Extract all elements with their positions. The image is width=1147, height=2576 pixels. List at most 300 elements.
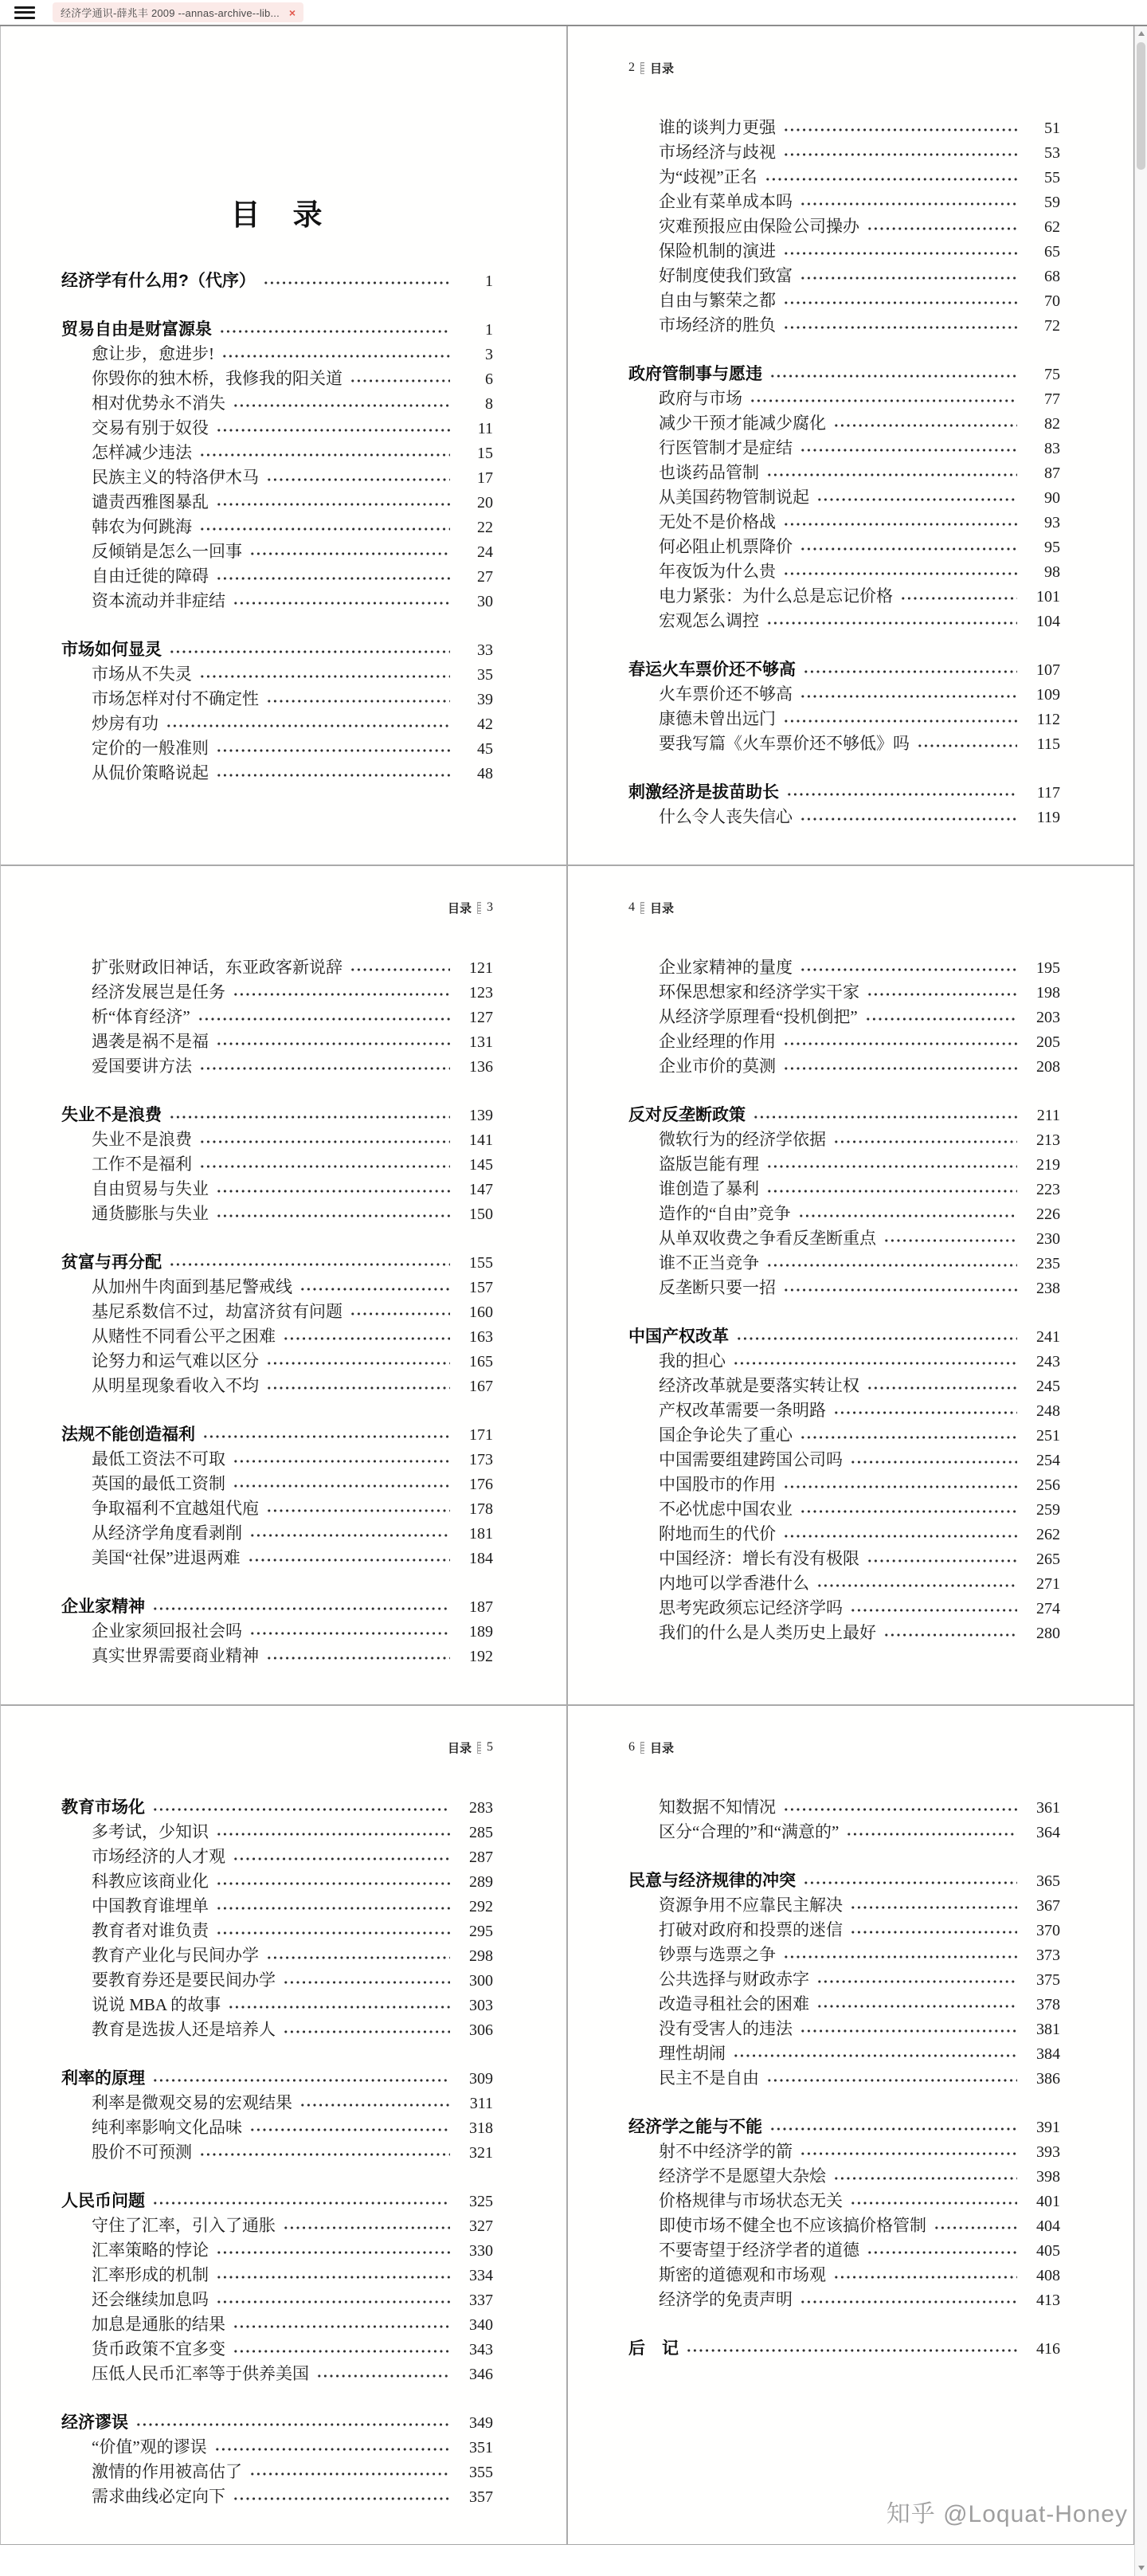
- toc-entry-title: 附地而生的代价: [659, 1524, 776, 1543]
- toc-entry: [61, 2460, 493, 2484]
- toc-entry: [61, 2213, 493, 2238]
- dot-leader: [151, 2189, 450, 2213]
- dot-leader: [248, 539, 450, 564]
- toc-entry: [628, 1472, 1060, 1497]
- toc-entry: [628, 1571, 1060, 1596]
- toc-entry-page: 20: [477, 494, 493, 512]
- dot-leader: [785, 780, 1017, 805]
- toc-entry: [61, 1795, 493, 1820]
- toc-entry-page: 1: [485, 321, 493, 339]
- toc-entry-page: 265: [1036, 1551, 1060, 1568]
- dot-leader: [248, 2115, 450, 2140]
- toc-entry-title: 经济改革就是要落实转让权: [659, 1376, 859, 1395]
- toc-entry: [628, 2288, 1060, 2312]
- vertical-scrollbar[interactable]: [1134, 26, 1147, 2576]
- dot-leader: [231, 391, 450, 416]
- toc-entry-page: 219: [1036, 1156, 1060, 1174]
- toc-entry-page: 327: [469, 2217, 493, 2235]
- toc-entry-title: 还会继续加息吗: [92, 2290, 209, 2309]
- toc-entry: [61, 1845, 493, 1869]
- toc-entry-page: 381: [1036, 2021, 1060, 2038]
- toc-entry-page: 123: [469, 984, 493, 1002]
- header-label: 目录: [447, 1741, 472, 1755]
- toc-entry-title: 政府与市场: [659, 389, 742, 408]
- dot-leader: [298, 2091, 450, 2115]
- toc-entry-title: 从加州牛肉面到基尼警戒线: [92, 1277, 292, 1296]
- toc-entry-title: 思考宪政须忘记经济学吗: [659, 1598, 843, 1617]
- toc-entry: [61, 712, 493, 736]
- header-divider-icon: [477, 902, 481, 914]
- toc-entry-title: 纯利率影响文化品味: [92, 2118, 242, 2137]
- toc-entry-title: 企业家精神: [61, 1598, 145, 1616]
- toc-entry-title: 利率是微观交易的宏观结果: [92, 2093, 292, 2112]
- toc-entry-page: 375: [1036, 1971, 1060, 1989]
- dot-leader: [298, 1275, 450, 1300]
- toc-entry: [61, 441, 493, 465]
- header-divider-icon: [640, 62, 644, 74]
- dot-leader: [231, 2312, 450, 2337]
- scroll-down-icon[interactable]: [1135, 2561, 1147, 2574]
- toc-entry-page: 107: [1036, 661, 1060, 679]
- toc-entry-page: 321: [469, 2144, 493, 2162]
- toc-entry-page: 181: [469, 1525, 493, 1543]
- dot-leader: [798, 535, 1017, 559]
- toc-entry: [628, 1029, 1060, 1054]
- toc-entry-page: 70: [1044, 292, 1060, 310]
- toc-entry: [628, 1374, 1060, 1398]
- toc-entry-page: 337: [469, 2292, 493, 2309]
- dot-leader: [281, 1324, 450, 1349]
- toc-entry-title: 政府管制事与愿违: [628, 365, 762, 383]
- toc-entry: [61, 1103, 493, 1127]
- dot-leader: [798, 682, 1017, 707]
- toc-entry-page: 83: [1044, 440, 1060, 457]
- toc-entry-page: 24: [477, 543, 493, 561]
- toc-entry: [628, 140, 1060, 165]
- toc-entry: [61, 1005, 493, 1029]
- toc-entry-page: 119: [1036, 809, 1060, 826]
- toc-entry-title: 贸易自由是财富源泉: [61, 320, 212, 339]
- dot-leader: [281, 1968, 450, 1993]
- dot-leader: [848, 1448, 1017, 1472]
- dot-leader: [214, 416, 450, 441]
- header-label: 目录: [650, 61, 675, 76]
- toc-entry-page: 256: [1036, 1476, 1060, 1494]
- toc-entry-title: 人民币问题: [61, 2192, 145, 2210]
- toc-entry: [628, 1547, 1060, 1571]
- toc-entry-title: 基尼系数信不过，劫富济贫有问题: [92, 1302, 343, 1321]
- dot-leader: [865, 214, 1017, 239]
- toc-entry-page: 274: [1036, 1600, 1060, 1617]
- dot-leader: [768, 362, 1017, 386]
- toc-entry-page: 72: [1044, 317, 1060, 335]
- header-page-number: 4: [628, 900, 635, 914]
- toc-entry: [628, 1943, 1060, 1967]
- toc-entry-page: 131: [469, 1033, 493, 1051]
- dot-leader: [151, 2066, 450, 2091]
- dot-leader: [781, 313, 1017, 338]
- toc-entry-title: 后 记: [628, 2339, 679, 2358]
- toc-entry-title: 市场经济的人才观: [92, 1847, 225, 1866]
- toc-entry-title: 打破对政府和投票的迷信: [659, 1920, 843, 1939]
- toc-entry-title: 失业不是浪费: [61, 1106, 162, 1124]
- toc-entry-title: 析“体育经济”: [92, 1007, 190, 1026]
- toc-entry-title: 理性胡闹: [659, 2044, 726, 2063]
- toc-entry-page: 391: [1036, 2119, 1060, 2136]
- toc-entry: [628, 1202, 1060, 1226]
- pages-grid: [0, 26, 1134, 2545]
- toc-entry: [628, 1918, 1060, 1943]
- header-label: 目录: [447, 901, 472, 916]
- toc-entry: [628, 264, 1060, 288]
- toc-entry-title: “价值”观的谬误: [92, 2437, 207, 2456]
- dot-leader: [801, 1868, 1017, 1893]
- toc-entry-title: 行医管制才是症结: [659, 438, 793, 457]
- toc-entry-page: 55: [1044, 169, 1060, 186]
- toc-entry-page: 30: [477, 593, 493, 610]
- toc-entry: [61, 1029, 493, 1054]
- toc-entry: [61, 2484, 493, 2509]
- toc-entry-title: 企业市价的莫测: [659, 1057, 776, 1076]
- toc-entry-title: 谁不正当竞争: [659, 1253, 759, 1272]
- toc-entry: [628, 288, 1060, 313]
- toc-entry-title: 微软行为的经济学依据: [659, 1130, 826, 1149]
- toc-entry-title: 反倾销是怎么一回事: [92, 542, 242, 561]
- toc-entry-page: 367: [1036, 1897, 1060, 1915]
- toc-entry-page: 101: [1036, 588, 1060, 606]
- dot-leader: [214, 490, 450, 515]
- toc-entry: [628, 1054, 1060, 1079]
- toc-entry-title: 经济学的免责声明: [659, 2290, 793, 2309]
- toc-entry-page: 147: [469, 1181, 493, 1198]
- toc-entry-title: 春运火车票价还不够高: [628, 661, 796, 679]
- toc-entry-title: 钞票与选票之争: [659, 1945, 776, 1964]
- dot-leader: [214, 1177, 450, 1202]
- toc-entry-title: 从侃价策略说起: [92, 763, 209, 782]
- dot-leader: [264, 1374, 450, 1398]
- toc-entry: [628, 1349, 1060, 1374]
- dot-leader: [848, 2189, 1017, 2213]
- toc-entry-title: 刺激经济是拔苗助长: [628, 783, 779, 802]
- hamburger-menu-icon[interactable]: [14, 6, 35, 19]
- toc-entry-title: 汇率形成的机制: [92, 2265, 209, 2284]
- toc-entry: [628, 510, 1060, 535]
- toc-entry-title: 市场从不失灵: [92, 665, 192, 684]
- toc-entry-title: 工作不是福利: [92, 1155, 192, 1174]
- toc-entry-title: 资本流动并非症结: [92, 591, 225, 610]
- toc-entry: [61, 589, 493, 614]
- toc-entry-title: 反对反垄断政策: [628, 1106, 746, 1124]
- toc-entry-title: 教育市场化: [61, 1798, 145, 1817]
- toc-entry-title: 自由迁徙的障碍: [92, 567, 209, 586]
- toc-page-6: [568, 1706, 1133, 2544]
- dot-leader: [214, 1202, 450, 1226]
- dot-leader: [865, 980, 1017, 1005]
- toc-entry: [628, 1324, 1060, 1349]
- toc-entry: [628, 535, 1060, 559]
- dot-leader: [264, 1349, 450, 1374]
- toc-entry-title: 公共选择与财政赤字: [659, 1970, 809, 1989]
- toc-entry-page: 3: [485, 346, 493, 363]
- dot-leader: [226, 1993, 450, 2017]
- toc-entry-page: 343: [469, 2341, 493, 2358]
- dot-leader: [220, 342, 450, 367]
- toc-entry-title: 斯密的道德观和市场观: [659, 2265, 826, 2284]
- toc-entry: [61, 1447, 493, 1472]
- dot-leader: [765, 1251, 1017, 1276]
- dot-leader: [781, 707, 1017, 731]
- toc-entry-title: 从单双收费之争看反垄断重点: [659, 1229, 876, 1248]
- toc-entry: [628, 731, 1060, 756]
- toc-entry-page: 230: [1036, 1230, 1060, 1248]
- toc-entry-page: 300: [469, 1972, 493, 1990]
- toc-entry-title: 无处不是价格战: [659, 512, 776, 531]
- dot-leader: [932, 2213, 1017, 2238]
- toc-entry-page: 309: [469, 2070, 493, 2088]
- toc-entry-title: 何必阻止机票降价: [659, 537, 793, 556]
- watermark: 知乎 @Loquat-Honey: [886, 2501, 1128, 2527]
- toc-entry: [628, 1893, 1060, 1918]
- toc-entry: [628, 1152, 1060, 1177]
- page-header: [61, 1739, 493, 1755]
- toc-entry-page: 205: [1036, 1033, 1060, 1051]
- toc-entry: [628, 2041, 1060, 2066]
- toc-entry-title: 失业不是浪费: [92, 1130, 192, 1149]
- toc-entry-title: 法规不能创造福利: [61, 1425, 195, 1444]
- dot-leader: [214, 1820, 450, 1845]
- toc-entry-title: 要教育券还是要民间办学: [92, 1970, 276, 1990]
- toc-entry-title: 英国的最低工资制: [92, 1474, 225, 1493]
- dot-leader: [798, 436, 1017, 461]
- toc-entry-page: 235: [1036, 1255, 1060, 1272]
- dot-leader: [798, 264, 1017, 288]
- toc-entry-page: 283: [469, 1799, 493, 1817]
- toc-entry: [61, 662, 493, 687]
- toc-entry: [61, 2017, 493, 2042]
- header-divider-icon: [477, 1742, 481, 1754]
- toc-entry-page: 259: [1036, 1501, 1060, 1519]
- dot-leader: [214, 2288, 450, 2312]
- document-tab[interactable]: [53, 2, 303, 22]
- toc-entry-page: 287: [469, 1849, 493, 1866]
- toc-entry-page: 357: [469, 2488, 493, 2506]
- toc-entry-title: 企业有菜单成本吗: [659, 192, 793, 211]
- toc-entry: [628, 780, 1060, 805]
- page-header: [61, 900, 493, 916]
- dot-leader: [348, 955, 450, 980]
- toc-entry: [61, 1374, 493, 1398]
- toc-entry-page: 115: [1036, 735, 1060, 753]
- toc-entry-page: 77: [1044, 390, 1060, 408]
- header-page-number: 3: [487, 900, 493, 914]
- toc-entry-title: 定价的一般准则: [92, 739, 209, 758]
- toc-entry-page: 361: [1036, 1799, 1060, 1817]
- toc-entry-title: 从明星现象看收入不均: [92, 1376, 259, 1395]
- dot-leader: [731, 1349, 1017, 1374]
- toc-entry: [61, 1472, 493, 1496]
- dot-leader: [196, 1005, 450, 1029]
- toc-entry: [628, 436, 1060, 461]
- toc-entry-title: 中国产权改革: [628, 1327, 729, 1346]
- toc-entry-page: 280: [1036, 1625, 1060, 1642]
- toc-entry-page: 42: [477, 716, 493, 733]
- toc-entry-page: 136: [469, 1058, 493, 1076]
- toc-entry: [61, 2263, 493, 2288]
- dot-leader: [198, 2140, 450, 2165]
- toc-entry-page: 384: [1036, 2045, 1060, 2063]
- close-icon[interactable]: ×: [288, 6, 296, 19]
- toc-entry-title: 价格规律与市场状态无关: [659, 2191, 843, 2210]
- toc-entry: [61, 2410, 493, 2435]
- toc-entry: [628, 1398, 1060, 1423]
- toc-entry-page: 68: [1044, 268, 1060, 285]
- dot-leader: [781, 116, 1017, 140]
- toc-entry-title: 压低人民币汇率等于供养美国: [92, 2364, 309, 2383]
- toc-entry-title: 从经济学角度看剥削: [92, 1523, 242, 1543]
- toc-entry-title: 没有受害人的违法: [659, 2019, 793, 2038]
- toc-entry-title: 减少干预才能减少腐化: [659, 414, 826, 433]
- toc-entry-title: 从美国药物管制说起: [659, 488, 809, 507]
- toc-entry-title: 守住了汇率，引入了通胀: [92, 2216, 276, 2235]
- toc-entry-page: 150: [469, 1206, 493, 1223]
- toc-entry: [628, 165, 1060, 190]
- toc-entry: [61, 2312, 493, 2337]
- dot-leader: [214, 761, 450, 786]
- toc-entry-title: 科教应该商业化: [92, 1872, 209, 1891]
- toc-entry: [628, 980, 1060, 1005]
- page-header: [628, 1739, 1060, 1755]
- dot-leader: [882, 1621, 1017, 1645]
- toc-entry: [61, 1054, 493, 1079]
- dot-leader: [231, 980, 450, 1005]
- dot-leader: [781, 1029, 1017, 1054]
- dot-leader: [781, 288, 1017, 313]
- toc-entry: [628, 657, 1060, 682]
- toc-entry-page: 176: [469, 1476, 493, 1493]
- toc-entry-page: 413: [1036, 2292, 1060, 2309]
- toc-entry-title: 教育是选拔人还是培养人: [92, 2020, 276, 2039]
- dot-leader: [214, 1919, 450, 1943]
- toc-entry: [61, 2435, 493, 2460]
- dot-leader: [781, 1472, 1017, 1497]
- toc-entry: [628, 707, 1060, 731]
- toc-entry: [61, 490, 493, 515]
- toc-entry-title: 你毁你的独木桥，我修我的阳关道: [92, 369, 343, 388]
- toc-entry: [628, 2336, 1060, 2361]
- toc-entry-title: 造作的“自由”竞争: [659, 1204, 791, 1223]
- dot-leader: [164, 712, 450, 736]
- toc-entry-page: 139: [469, 1107, 493, 1124]
- toc-entry-title: 我的担心: [659, 1351, 726, 1370]
- toc-entry-title: 内地可以学香港什么: [659, 1574, 809, 1593]
- toc-entry-page: 178: [469, 1500, 493, 1518]
- dot-leader: [832, 1398, 1017, 1423]
- dot-leader: [198, 441, 450, 465]
- dot-leader: [781, 1054, 1017, 1079]
- toc-entry: [61, 564, 493, 589]
- dot-leader: [264, 1943, 450, 1968]
- toc-entry-title: 改造寻租社会的困难: [659, 1994, 809, 2013]
- page-header: [628, 60, 1060, 76]
- toc-entry: [61, 2140, 493, 2165]
- dot-leader: [217, 317, 450, 342]
- toc-entry-title: 多考试，少知识: [92, 1822, 209, 1841]
- toc-page-3: [1, 866, 566, 1704]
- toc-entry: [61, 465, 493, 490]
- toc-entry-page: 141: [469, 1131, 493, 1149]
- dot-leader: [781, 1943, 1017, 1967]
- toc-entry-title: 从赌性不同看公平之困难: [92, 1327, 276, 1346]
- toc-entry: [628, 1795, 1060, 1820]
- toc-entry: [628, 2189, 1060, 2213]
- page-header: [628, 900, 1060, 916]
- dot-leader: [781, 239, 1017, 264]
- toc-entry-page: 51: [1044, 120, 1060, 137]
- toc-entry-title: 怎样减少违法: [92, 443, 192, 462]
- toc-entry-page: 408: [1036, 2267, 1060, 2284]
- toc-entry: [61, 1968, 493, 1993]
- toc-entry: [61, 1177, 493, 1202]
- toc-entry-page: 8: [485, 395, 493, 413]
- toc-entry-page: 340: [469, 2316, 493, 2334]
- dot-leader: [781, 1795, 1017, 1820]
- toc-entry-title: 通货膨胀与失业: [92, 1204, 209, 1223]
- dot-leader: [734, 1324, 1017, 1349]
- dot-leader: [198, 1152, 450, 1177]
- toc-entry-page: 238: [1036, 1280, 1060, 1297]
- toc-entry-title: 环保思想家和经济学实干家: [659, 982, 859, 1002]
- toc-entry-title: 谁的谈判力更强: [659, 118, 776, 137]
- toc-entry-title: 炒房有功: [92, 714, 159, 733]
- toc-entry-page: 330: [469, 2242, 493, 2260]
- toc-entry-page: 11: [477, 420, 493, 437]
- toc-entry-page: 187: [469, 1598, 493, 1616]
- toc-entry-page: 271: [1036, 1575, 1060, 1593]
- dot-leader: [167, 1103, 450, 1127]
- dot-leader: [198, 1127, 450, 1152]
- toc-entry-page: 346: [469, 2366, 493, 2383]
- toc-entry: [628, 1868, 1060, 1893]
- scroll-up-icon[interactable]: [1135, 26, 1147, 40]
- toc-entry-page: 349: [469, 2414, 493, 2432]
- toc-entry: [628, 2164, 1060, 2189]
- scrollbar-thumb[interactable]: [1137, 42, 1145, 170]
- dot-leader: [748, 386, 1017, 411]
- toc-entry-page: 65: [1044, 243, 1060, 261]
- toc-entry: [628, 461, 1060, 485]
- toc-entry: [61, 1820, 493, 1845]
- toc-entry-title: 为“歧视”正名: [659, 167, 757, 186]
- toc-entry-page: 351: [469, 2439, 493, 2456]
- toc-entry-title: 要我写篇《火车票价还不够低》吗: [659, 734, 910, 753]
- toc-entry-title: 愈让步，愈进步!: [92, 344, 214, 363]
- dot-leader: [348, 1300, 450, 1324]
- toc-entry: [61, 1993, 493, 2017]
- toc-entry-title: 加息是通胀的结果: [92, 2315, 225, 2334]
- dot-leader: [214, 1869, 450, 1894]
- toc-entry: [628, 1226, 1060, 1251]
- toc-entry-page: 334: [469, 2267, 493, 2284]
- toc-entry-page: 35: [477, 666, 493, 684]
- toc-entry-title: 经济发展岂是任务: [92, 982, 225, 1002]
- toc-entry: [628, 2139, 1060, 2164]
- toc-entry: [628, 1448, 1060, 1472]
- toc-entry-page: 27: [477, 568, 493, 586]
- dot-leader: [832, 1127, 1017, 1152]
- toc-entry: [61, 687, 493, 712]
- toc-entry-page: 318: [469, 2119, 493, 2137]
- dot-leader: [198, 515, 450, 539]
